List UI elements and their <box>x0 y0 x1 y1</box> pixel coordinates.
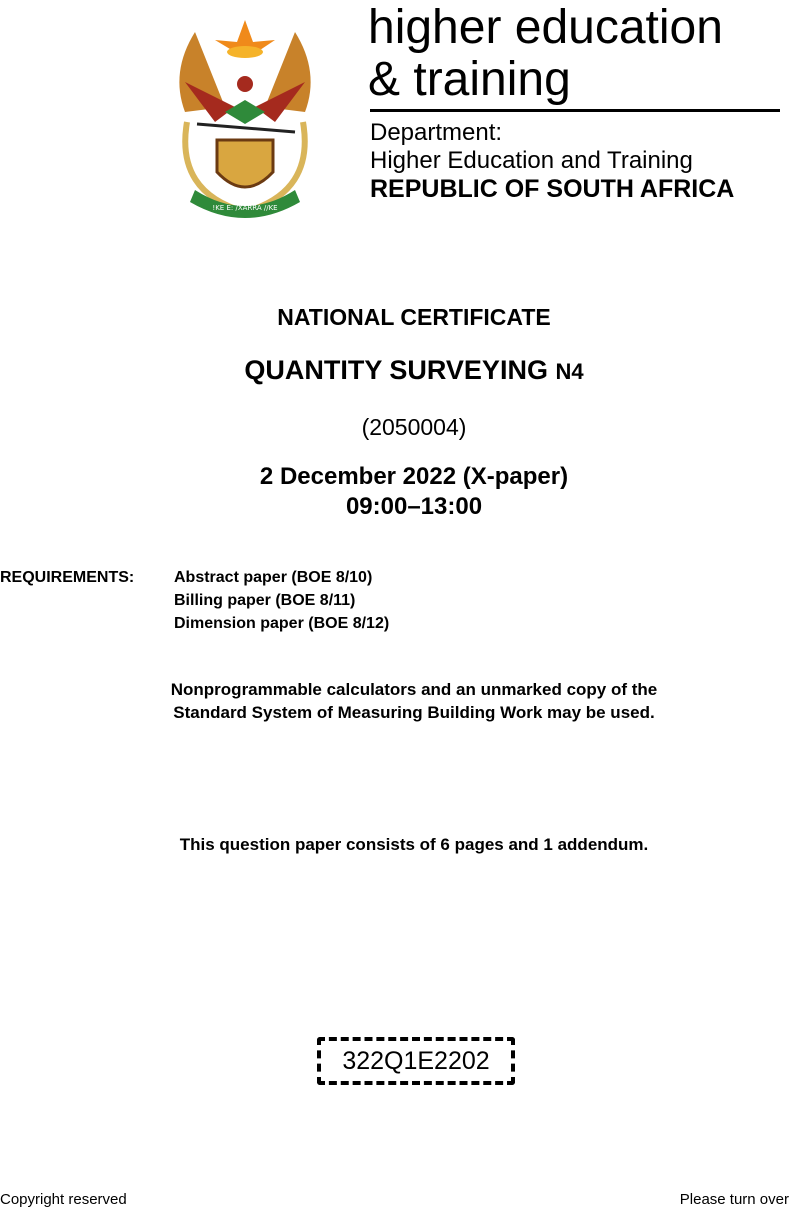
page-count-note: This question paper consists of 6 pages and 1 addendum. <box>179 835 649 854</box>
exam-date: 2 December 2022 (X-paper) <box>259 463 569 490</box>
calculator-note-line2: Standard System of Measuring Building Work may be used. <box>173 703 655 722</box>
paper-code-box: 322Q1E2202 <box>317 1037 515 1085</box>
brand-divider <box>370 109 780 112</box>
coat-of-arms-emblem <box>165 12 325 224</box>
requirement-item: Dimension paper (BOE 8/12) <box>174 615 390 632</box>
subject-title <box>0 355 800 386</box>
footer-copyright: Copyright reserved <box>0 1191 127 1208</box>
country-name: REPUBLIC OF SOUTH AFRICA <box>370 175 735 203</box>
requirements-label: REQUIREMENTS: <box>0 569 135 586</box>
subject-code: (2050004) <box>361 414 467 440</box>
subject-name: QUANTITY SURVEYING <box>244 355 548 385</box>
footer-turn-over: Please turn over <box>679 1191 789 1208</box>
requirement-item: Billing paper (BOE 8/11) <box>174 592 356 609</box>
certificate-title: NATIONAL CERTIFICATE <box>277 304 551 330</box>
calculator-note-line1: Nonprogrammable calculators and an unmarked copy of the <box>170 680 658 699</box>
emblem-motto: !KE E: /XARRA //KE <box>212 204 278 212</box>
requirement-item: Abstract paper (BOE 8/10) <box>174 569 373 586</box>
exam-time: 09:00–13:00 <box>345 493 483 520</box>
brand-line-2: & training <box>368 53 571 106</box>
department-name: Higher Education and Training <box>370 147 693 174</box>
brand-line-1: higher education <box>368 1 723 54</box>
department-label: Department: <box>370 119 503 146</box>
subject-level: N4 <box>555 359 584 384</box>
